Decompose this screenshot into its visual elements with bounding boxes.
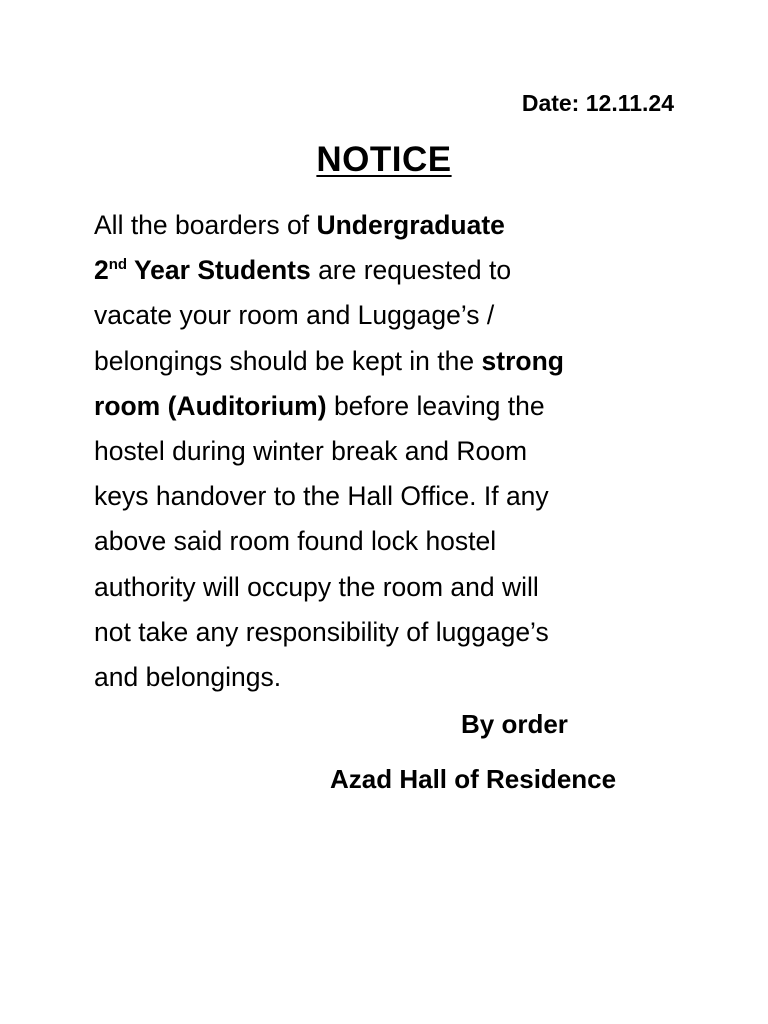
body-line (94, 384, 684, 429)
body-line: vacate your room and Luggage’s / (94, 300, 495, 331)
notice-date: Date: 12.11.24 (521, 90, 674, 116)
body-line: and belongings. (94, 661, 282, 692)
body-line (94, 248, 684, 293)
notice-body (94, 203, 684, 700)
body-line: hostel during winter break and Room (94, 435, 528, 466)
issuer-name: Azad Hall of Residence (330, 764, 617, 794)
body-text: are requested to (310, 255, 512, 286)
body-bold-text: Year Students (127, 255, 311, 286)
body-text: All the boarders of (94, 210, 317, 240)
body-line (94, 203, 684, 248)
body-bold-text: room (Auditorium) (94, 390, 327, 421)
by-order-label: By order (461, 709, 568, 739)
notice-title: NOTICE (316, 140, 452, 179)
body-bold-text: Undergraduate (316, 210, 505, 240)
body-line: keys handover to the Hall Office. If any (94, 481, 549, 512)
body-line (94, 339, 684, 384)
body-text: before leaving the (326, 390, 545, 421)
body-line: authority will occupy the room and will (94, 571, 539, 602)
ordinal-suffix: nd (108, 256, 128, 274)
body-bold-text: 2 (94, 255, 109, 286)
body-bold-text: strong (481, 345, 564, 376)
body-line: not take any responsibility of luggage’s (94, 616, 549, 647)
body-text: belongings should be kept in the (94, 345, 482, 376)
body-line: above said room found lock hostel (94, 526, 497, 557)
